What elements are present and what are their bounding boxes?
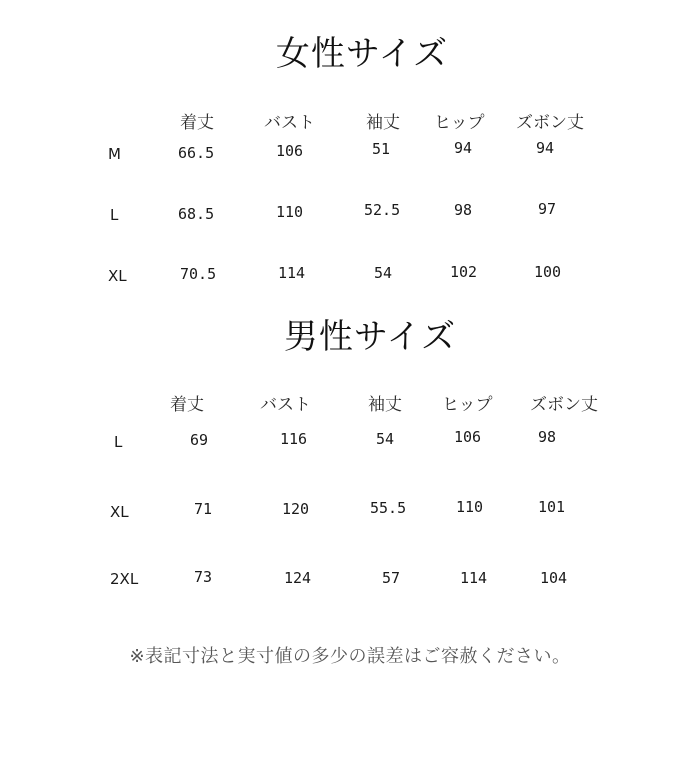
men-header-bust: バスト [260,395,311,415]
women-xl-sleeve: 54 [374,264,393,282]
women-header-pants-length: ズボン丈 [516,113,584,133]
women-xl-pants-length: 100 [534,263,562,281]
women-header-bust: バスト [264,113,315,133]
men-2xl-pants-length: 104 [540,569,568,587]
women-l-length: 68.5 [178,205,215,223]
men-l-hip: 106 [454,428,482,446]
men-2xl-sleeve: 57 [382,569,401,587]
women-l-pants-length: 97 [538,200,557,218]
men-l-bust: 116 [280,430,308,448]
women-m-hip: 94 [454,139,473,157]
men-xl-bust: 120 [282,500,310,518]
men-header-hip: ヒップ [442,395,493,415]
women-xl-hip: 102 [450,263,478,281]
women-size-title: 女性サイズ [275,34,449,74]
women-xl-length: 70.5 [180,265,217,283]
men-xl-sleeve: 55.5 [370,499,407,517]
measurement-disclaimer: ※表記寸法と実寸値の多少の誤差はご容赦ください。 [129,646,571,667]
men-size-title: 男性サイズ [283,317,457,357]
women-size-l: L [110,206,119,224]
women-l-sleeve: 52.5 [364,201,401,219]
women-m-sleeve: 51 [372,140,391,158]
women-header-hip: ヒップ [434,113,485,133]
men-2xl-length: 73 [194,568,213,586]
men-header-length: 着丈 [170,395,204,415]
men-size-l: L [114,433,123,451]
men-l-length: 69 [190,431,209,449]
men-size-2xl: 2XL [110,570,139,588]
women-m-pants-length: 94 [536,139,555,157]
men-2xl-bust: 124 [284,569,312,587]
women-l-bust: 110 [276,203,304,221]
women-header-length: 着丈 [180,113,214,133]
women-m-bust: 106 [276,142,304,160]
women-l-hip: 98 [454,201,473,219]
women-m-length: 66.5 [178,144,215,162]
men-xl-length: 71 [194,500,213,518]
men-2xl-hip: 114 [460,569,488,587]
women-size-m: M [108,145,121,163]
men-header-pants-length: ズボン丈 [530,395,598,415]
men-xl-pants-length: 101 [538,498,566,516]
women-header-sleeve: 袖丈 [366,113,400,133]
women-size-xl: XL [108,267,127,285]
men-xl-hip: 110 [456,498,484,516]
men-header-sleeve: 袖丈 [368,395,402,415]
women-xl-bust: 114 [278,264,306,282]
men-size-xl: XL [110,503,129,521]
men-l-pants-length: 98 [538,428,557,446]
men-l-sleeve: 54 [376,430,395,448]
